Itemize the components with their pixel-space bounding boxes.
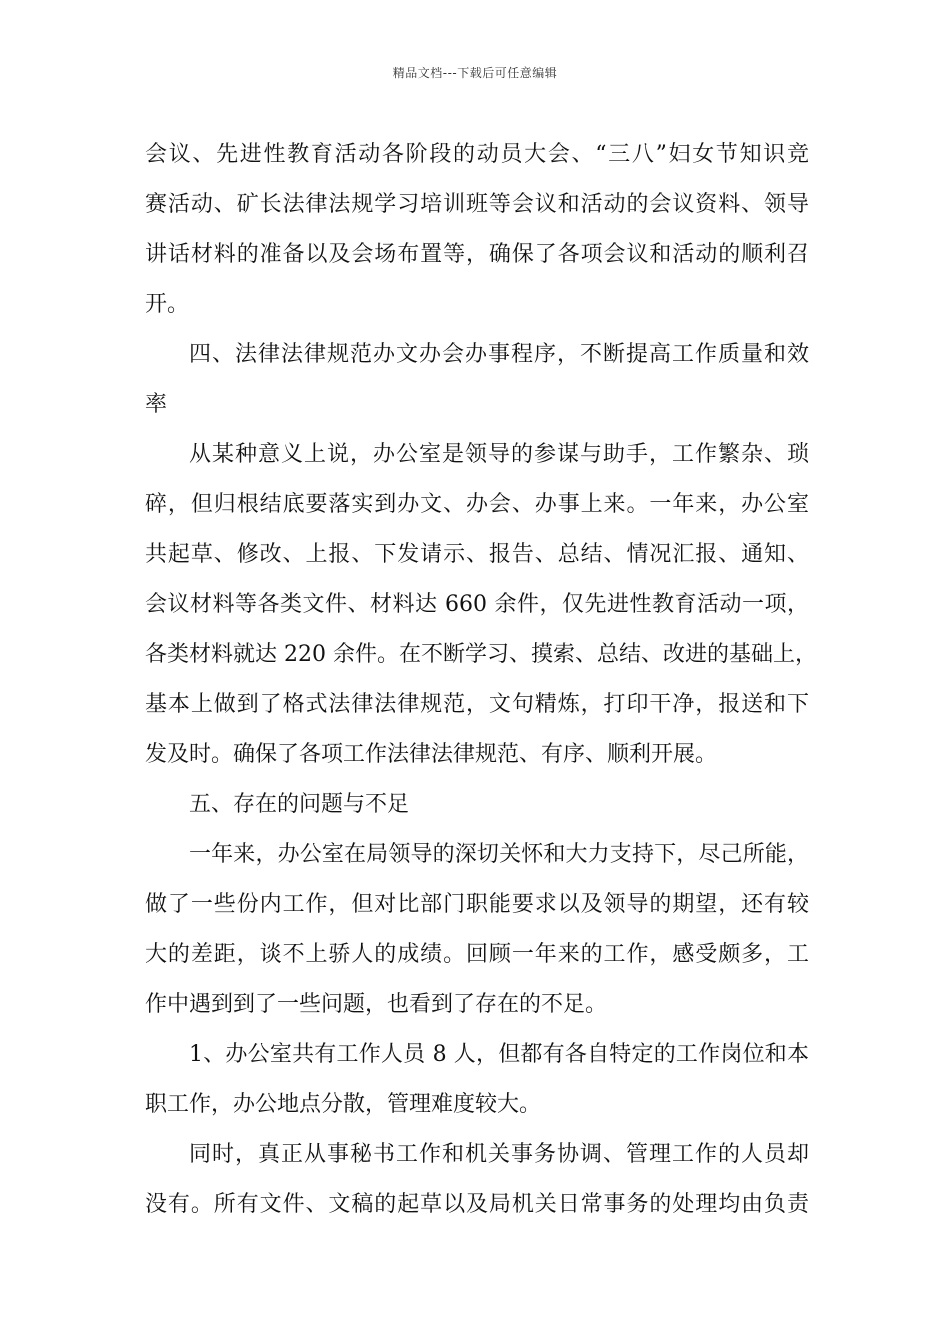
text-line: 开。 <box>145 292 190 317</box>
text-line: 讲话材料的准备以及会场布置等，确保了各项会议和活动的顺利召 <box>145 242 809 267</box>
section-heading-4: 四、法律法律规范办文办会办事程序，不断提高工作质量和效 <box>189 342 809 367</box>
text-line: 基本上做到了格式法律法律规范，文句精炼，打印干净，报送和下 <box>145 692 809 717</box>
text-line: 碎，但归根结底要落实到办文、办会、办事上来。一年来，办公室 <box>145 492 809 517</box>
paragraph-start: 从某种意义上说，办公室是领导的参谋与助手，工作繁杂、琐 <box>189 442 809 467</box>
section-heading-4-cont: 率 <box>145 392 168 417</box>
paragraph-start: 同时，真正从事秘书工作和机关事务协调、管理工作的人员却 <box>189 1142 809 1167</box>
text-line: 发及时。确保了各项工作法律法律规范、有序、顺利开展。 <box>145 742 718 767</box>
text-line: 会议材料等各类文件、材料达 660 余件，仅先进性教育活动一项， <box>145 592 809 617</box>
list-item-1: 1、办公室共有工作人员 8 人，但都有各自特定的工作岗位和本 <box>189 1042 809 1067</box>
text-line: 作中遇到到了一些问题，也看到了存在的不足。 <box>145 992 608 1017</box>
text-line: 各类材料就达 220 余件。在不断学习、摸索、总结、改进的基础上， <box>145 642 817 667</box>
document-body <box>145 130 817 1230</box>
page-header: 精品文档---下载后可任意编辑 <box>392 66 558 80</box>
text-line: 会议、先进性教育活动各阶段的动员大会、“三八”妇女节知识竞 <box>145 142 809 167</box>
text-line: 共起草、修改、上报、下发请示、报告、总结、情况汇报、通知、 <box>145 542 809 567</box>
text-line: 没有。所有文件、文稿的起草以及局机关日常事务的处理均由负责 <box>145 1192 809 1217</box>
text-line: 职工作，办公地点分散，管理难度较大。 <box>145 1092 542 1117</box>
paragraph-start: 一年来，办公室在局领导的深切关怀和大力支持下，尽己所能， <box>189 842 809 867</box>
text-line: 做了一些份内工作，但对比部门职能要求以及领导的期望，还有较 <box>145 892 809 917</box>
text-line: 大的差距，谈不上骄人的成绩。回顾一年来的工作，感受颇多，工 <box>145 942 809 967</box>
section-heading-5: 五、存在的问题与不足 <box>189 792 410 817</box>
text-line: 赛活动、矿长法律法规学习培训班等会议和活动的会议资料、领导 <box>145 192 809 217</box>
